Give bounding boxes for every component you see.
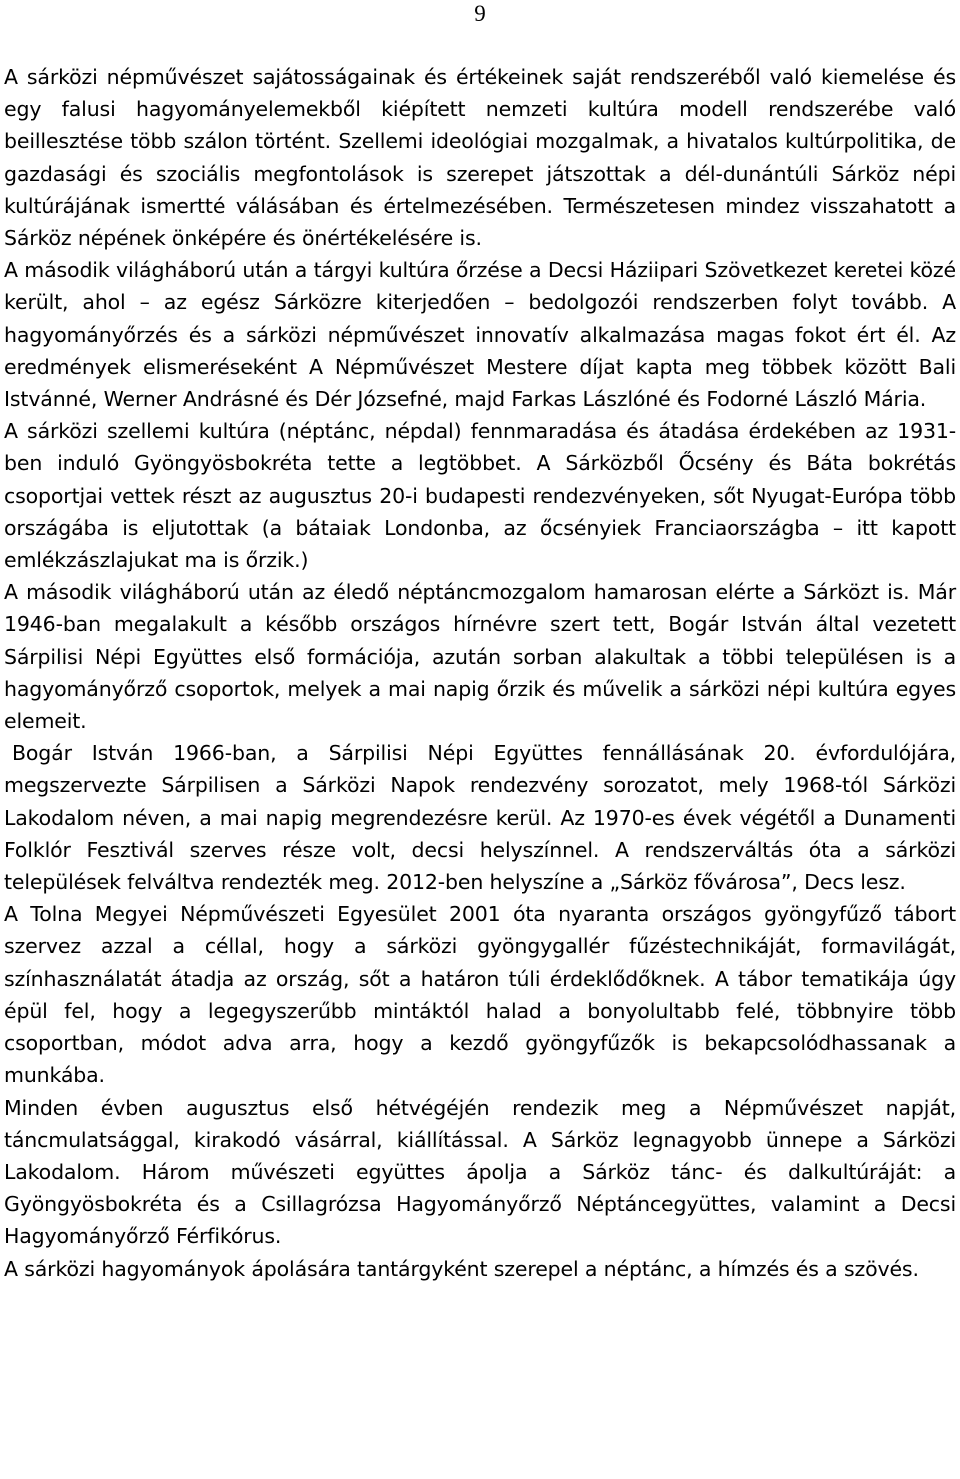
paragraph-bead-camp: A Tolna Megyei Népművészeti Egyesület 2001 óta nyaranta országos gyöngyfűző tábort szervez azzal a céllal, hogy a sárközi gyöngygallér fűzéstechnikáját, formavilágát, színhasználatát átadja az ország, sőt a határon túli érdeklődőknek. A tábor tematikája úgy épül fel, hogy a legegyszerűbb mintáktól halad a bonyolultabb felé, többnyire több csoportban, módot adva arra, hogy a kezdő gyöngyfűzők is bekapcsolódhassanak a munkába. — [4, 902, 956, 1088]
paragraph-decs-cooperative: A második világháború után a tárgyi kultúra őrzése a Decsi Háziipari Szövetkezet keretei közé került, ahol – az egész Sárközre kiterjedően – bedolgozói rendszerben folyt tovább. A hagyományőrzés és a sárközi népművészet innovatív alkalmazása magas fokot ért él. Az eredmények elismeréseként A Népművészet Mestere díjat kapta meg többek között Bali Istvánné, Werner Andrásné és Dér Józsefné, majd Farkas Lászlóné és Fodorné László Mária. — [4, 258, 956, 412]
paragraph-school-subjects: A sárközi hagyományok ápolására tantárgyként szerepel a néptánc, a hímzés és a szövés. — [4, 1256, 919, 1281]
paragraph-folk-dance-movement: A második világháború után az éledő néptáncmozgalom hamarosan elérte a Sárközt is. Már 1946-ban megalakult a később országos hírnévre szert tett, Bogár István által vezetett Sárpilisi Népi Együttes első formációja, azután sorban alakultak a többi településen is a hagyományőrző csoportok, melyek a mai napig őrzik és művelik a sárközi népi kultúra egyes elemeit. — [4, 580, 956, 734]
paragraph-folk-art-origins: A sárközi népművészet sajátosságainak és értékeinek saját rendszeréből való kiemelése és egy falusi hagyományelemekből kiépített nemzeti kultúra modell rendszerébe való beillesztése több szálon történt. Szellemi ideológiai mozgalmak, a hivatalos kultúrpolitika, de gazdasági és szociális megfontolások is szerepet játszottak a dél-dunántúli Sárköz népi kultúrájának ismertté válásában és értelmezésében. Természetesen mindez visszahatott a Sárköz népének önképére és önértékelésére is. — [4, 65, 956, 251]
paragraph-folk-art-day: Minden évben augusztus első hétvégéjén rendezik meg a Népművészet napját, táncmulatsággal, kirakodó vásárral, kiállítással. A Sárköz legnagyobb ünnepe a Sárközi Lakodalom. Három művészeti együttes ápolja a Sárköz tánc- és dalkultúráját: a Gyöngyösbokréta és a Csillagrózsa Hagyományőrző Néptáncegyüttes, valamint a Decsi Hagyományőrző Férfikórus. — [4, 1095, 956, 1249]
document-body — [4, 61, 956, 1285]
paragraph-sarkozi-napok: Bogár István 1966-ban, a Sárpilisi Népi Együttes fennállásának 20. évfordulójára, megszervezte Sárpilisen a Sárközi Napok rendezvény sorozatot, mely 1968-tól Sárközi Lakodalom néven, a mai napig megrendezésre kerül. Az 1970-es évek végétől a Dunamenti Folklór Fesztivál szerves része volt, decsi helyszínnel. A rendszerváltás óta a sárközi települések felváltva rendezték meg. 2012-ben helyszíne a „Sárköz fővárosa”, Decs lesz. — [4, 741, 956, 895]
page-number: 9 — [474, 1, 486, 26]
paragraph-gyongyosbokreta: A sárközi szellemi kultúra (néptánc, népdal) fennmaradása és átadása érdekében az 1931-ben induló Gyöngyösbokréta tette a legtöbbet. A Sárközből Őcsény és Báta bokrétás csoportjai vettek részt az augusztus 20-i budapesti rendezvényeken, sőt Nyugat-Európa több országába is eljutottak (a bátaiak Londonba, az őcsényiek Franciaországba – itt kapott emlékzászlajukat ma is őrzik.) — [4, 419, 956, 573]
